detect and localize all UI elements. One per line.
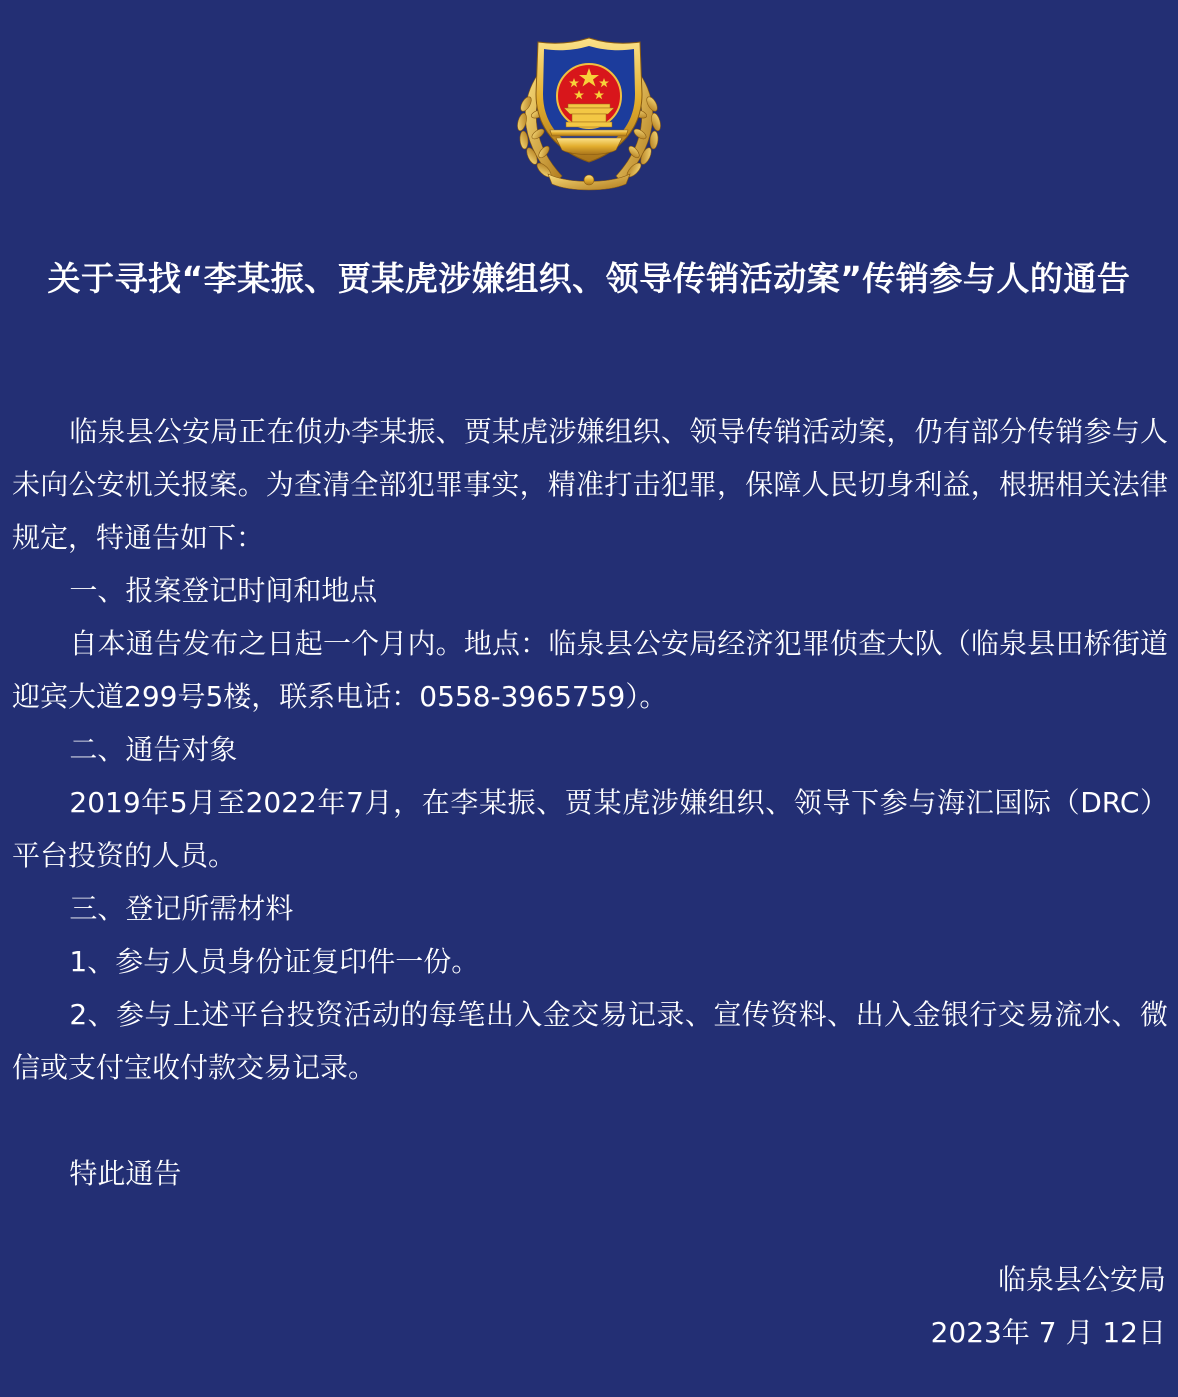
section-heading-registration: 一、报案登记时间和地点 — [69, 574, 378, 607]
page-title: 关于寻找“李某振、贾某虎涉嫌组织、领导传销活动案”传销参与人的通告 — [47, 259, 1131, 298]
materials-item-2: 2、参与上述平台投资活动的每笔出入金交易记录、宣传资料、出入金银行交易流水、微信或支付宝收付款交易记录。 — [12, 998, 1168, 1084]
notice-body — [12, 405, 1168, 1200]
issue-date: 2023年 7 月 12日 — [930, 1316, 1166, 1349]
intro-paragraph: 临泉县公安局正在侦办李某振、贾某虎涉嫌组织、领导传销活动案，仍有部分传销参与人未向公安机关报案。为查清全部犯罪事实，精准打击犯罪，保障人民切身利益，根据相关法律规定，特通告如下： — [12, 415, 1168, 554]
police-emblem-icon — [508, 34, 670, 196]
signature-block — [931, 1253, 1166, 1359]
issuer-name: 临泉县公安局 — [997, 1263, 1166, 1296]
materials-item-1: 1、参与人员身份证复印件一份。 — [69, 945, 480, 978]
section-heading-materials: 三、登记所需材料 — [69, 892, 294, 925]
registration-details-paragraph: 自本通告发布之日起一个月内。地点：临泉县公安局经济犯罪侦查大队（临泉县田桥街道迎宾大道299号5楼，联系电话：0558-3965759）。 — [12, 627, 1168, 713]
section-heading-target: 二、通告对象 — [69, 733, 238, 766]
closing-statement: 特此通告 — [69, 1157, 182, 1190]
target-details-paragraph: 2019年5月至2022年7月，在李某振、贾某虎涉嫌组织、领导下参与海汇国际（DRC）平台投资的人员。 — [12, 786, 1168, 872]
